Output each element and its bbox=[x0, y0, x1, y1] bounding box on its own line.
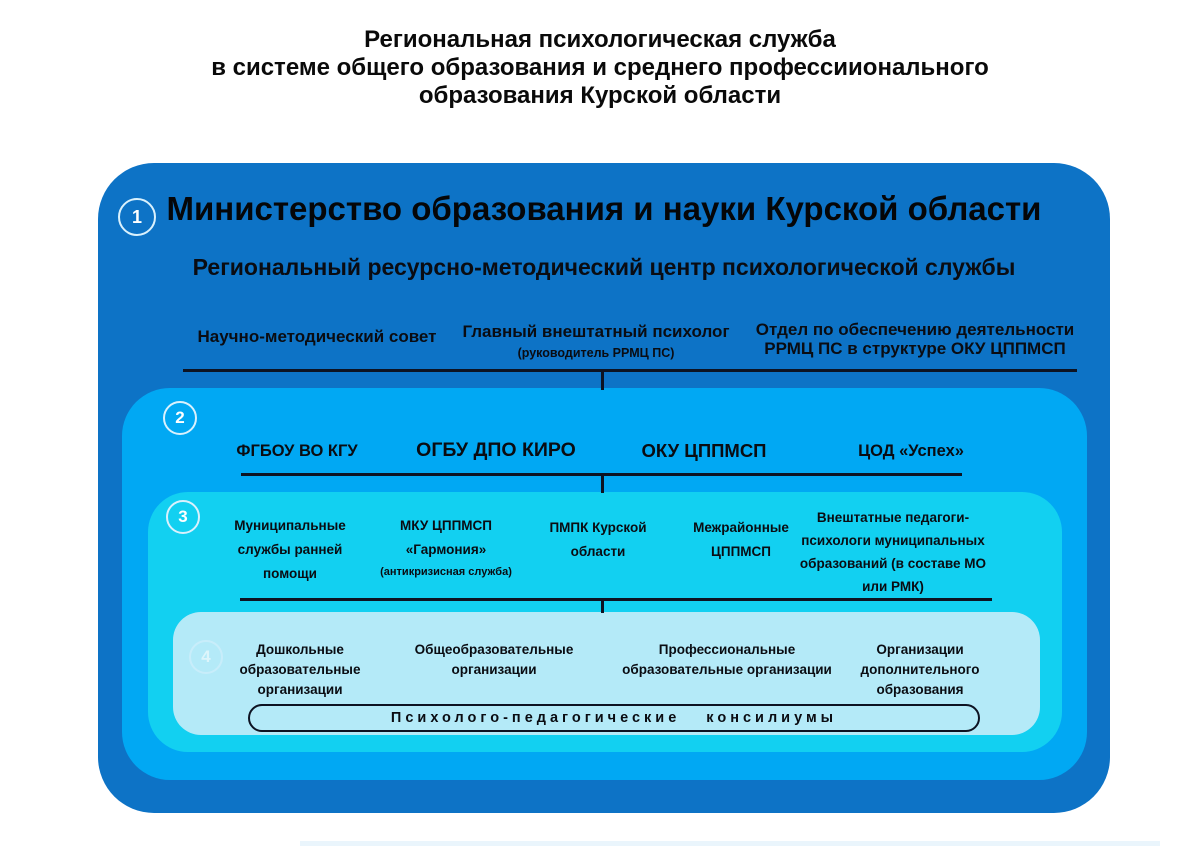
level4-number-badge: 4 bbox=[189, 640, 223, 674]
page-title bbox=[0, 26, 1200, 110]
l3-item-label: МКУ ЦППМСП «Гармония» bbox=[400, 518, 492, 557]
l2-item-cppmsp: ОКУ ЦППМСП bbox=[641, 440, 767, 461]
level3-underline bbox=[240, 598, 992, 601]
l3-item-garmonia bbox=[366, 514, 526, 582]
page-title-line-2: в системе общего образования и среднего профессиионального bbox=[211, 54, 989, 81]
level2-number-badge: 2 bbox=[163, 401, 197, 435]
connector-level3-level4 bbox=[601, 600, 604, 613]
l3-item-note: (антикризисная служба) bbox=[380, 566, 512, 578]
l2-item-cod-uspeh: ЦОД «Успех» bbox=[858, 442, 964, 460]
connector-level1-level2 bbox=[601, 371, 604, 390]
level1-subtitle: Региональный ресурсно-методический центр психологической службы bbox=[192, 254, 1016, 280]
l2-item-kgu: ФГБОУ ВО КГУ bbox=[236, 442, 358, 460]
l4-item-preschool-orgs: Дошкольные образовательные организации bbox=[239, 642, 361, 697]
l1-item-note: (руководитель РРМЦ ПС) bbox=[517, 346, 675, 360]
page-title-line-1: Региональная психологическая служба bbox=[364, 26, 836, 53]
l4-item-general-education-orgs: Общеобразовательные организации bbox=[414, 642, 574, 677]
l1-item-chief-staff-psychologist bbox=[451, 322, 741, 363]
l1-item-scientific-methodical-council: Научно-методический совет bbox=[197, 327, 437, 346]
l1-item-support-department: Отдел по обеспечению деятельности РРМЦ ПС в структуре ОКУ ЦППМСП bbox=[755, 320, 1075, 358]
level1-underline bbox=[183, 369, 1077, 372]
l3-item-interdistrict-cppmsp: Межрайонные ЦППМСП bbox=[693, 520, 789, 559]
l2-item-kiro: ОГБУ ДПО КИРО bbox=[416, 439, 576, 461]
level1-number-badge: 1 bbox=[118, 198, 156, 236]
psycho-pedagogical-consilium-pill: Психолого-педагогические консилиумы bbox=[248, 704, 980, 732]
l4-item-additional-education-orgs: Организации дополнительного образования bbox=[860, 642, 980, 697]
l1-item-label: Главный внештатный психолог bbox=[462, 322, 730, 341]
page-title-line-3: образования Курской области bbox=[418, 82, 782, 109]
l3-item-early-help-services: Муниципальные службы ранней помощи bbox=[234, 518, 346, 581]
level1-title: Министерство образования и науки Курской области bbox=[166, 190, 1042, 227]
l3-item-pmpk: ПМПК Курской области bbox=[549, 520, 647, 559]
connector-level2-level3 bbox=[601, 475, 604, 493]
l3-item-freelance-psychologists: Внештатные педагоги-психологи муниципальных образований (в составе МО или РМК) bbox=[799, 510, 987, 594]
level3-number-badge: 3 bbox=[166, 500, 200, 534]
l4-item-professional-orgs: Профессиональные образовательные организации bbox=[622, 642, 832, 677]
bottom-edge-artifact bbox=[300, 841, 1160, 846]
